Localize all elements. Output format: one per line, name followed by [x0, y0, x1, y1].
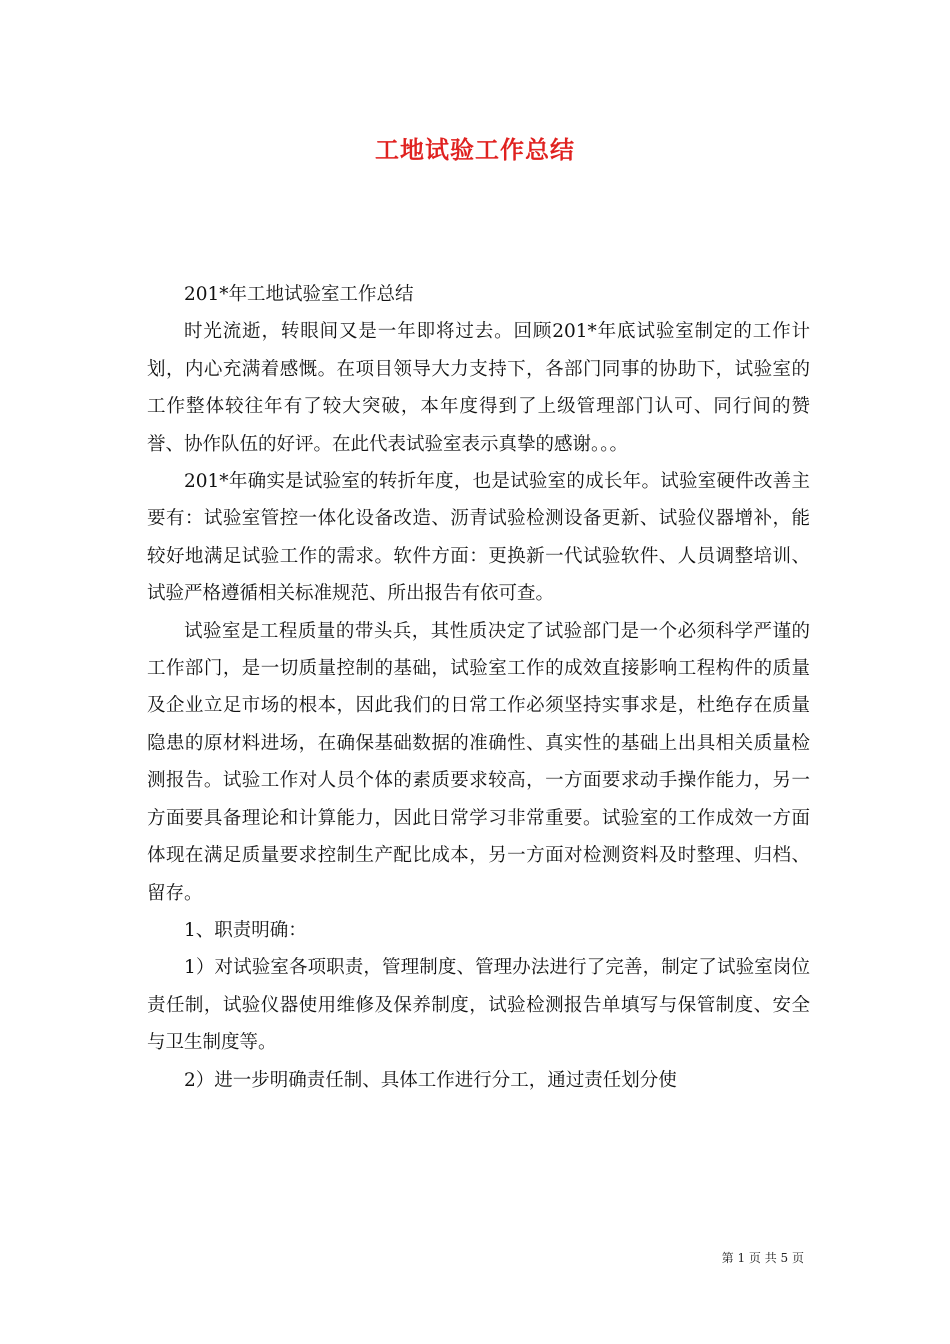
body-paragraph: 时光流逝，转眼间又是一年即将过去。回顾201*年底试验室制定的工作计划，内心充满着感慨。在项目领导大力支持下，各部门同事的协助下，试验室的工作整体较往年有了较大突破，本年度得到了上级管理部门认可、同行间的赞誉、协作队伍的好评。在此代表试验室表示真挚的感谢。。。: [147, 321, 810, 455]
subtitle-paragraph: 201*年工地试验室工作总结: [184, 284, 414, 305]
body-paragraph: 试验室是工程质量的带头兵，其性质决定了试验部门是一个必须科学严谨的工作部门，是一切质量控制的基础，试验室工作的成效直接影响工程构件的质量及企业立足市场的根本，因此我们的日常工作必须坚持实事求是，杜绝存在质量隐患的原材料进场，在确保基础数据的准确性、真实性的基础上出具相关质量检测报告。试验工作对人员个体的素质要求较高，一方面要求动手操作能力，另一方面要具备理论和计算能力，因此日常学习非常重要。试验室的工作成效一方面体现在满足质量要求控制生产配比成本，另一方面对检测资料及时整理、归档、留存。: [147, 620, 810, 904]
page-number: 第 1 页 共 5 页: [721, 1251, 804, 1265]
document-body: [147, 276, 810, 1099]
section-heading: 1、职责明确：: [184, 919, 307, 941]
body-paragraph: 1）对试验室各项职责，管理制度、管理办法进行了完善，制定了试验室岗位责任制，试验仪器使用维修及保养制度，试验检测报告单填写与保管制度、安全与卫生制度等。: [147, 957, 810, 1054]
document-title: 工地试验工作总结: [375, 136, 575, 164]
body-paragraph: 201*年确实是试验室的转折年度，也是试验室的成长年。试验室硬件改善主要有：试验室管控一体化设备改造、沥青试验检测设备更新、试验仪器增补，能较好地满足试验工作的需求。软件方面：更换新一代试验软件、人员调整培训、试验严格遵循相关标准规范、所出报告有依可查。: [147, 471, 810, 605]
body-paragraph: 2）进一步明确责任制、具体工作进行分工，通过责任划分使: [184, 1069, 677, 1091]
